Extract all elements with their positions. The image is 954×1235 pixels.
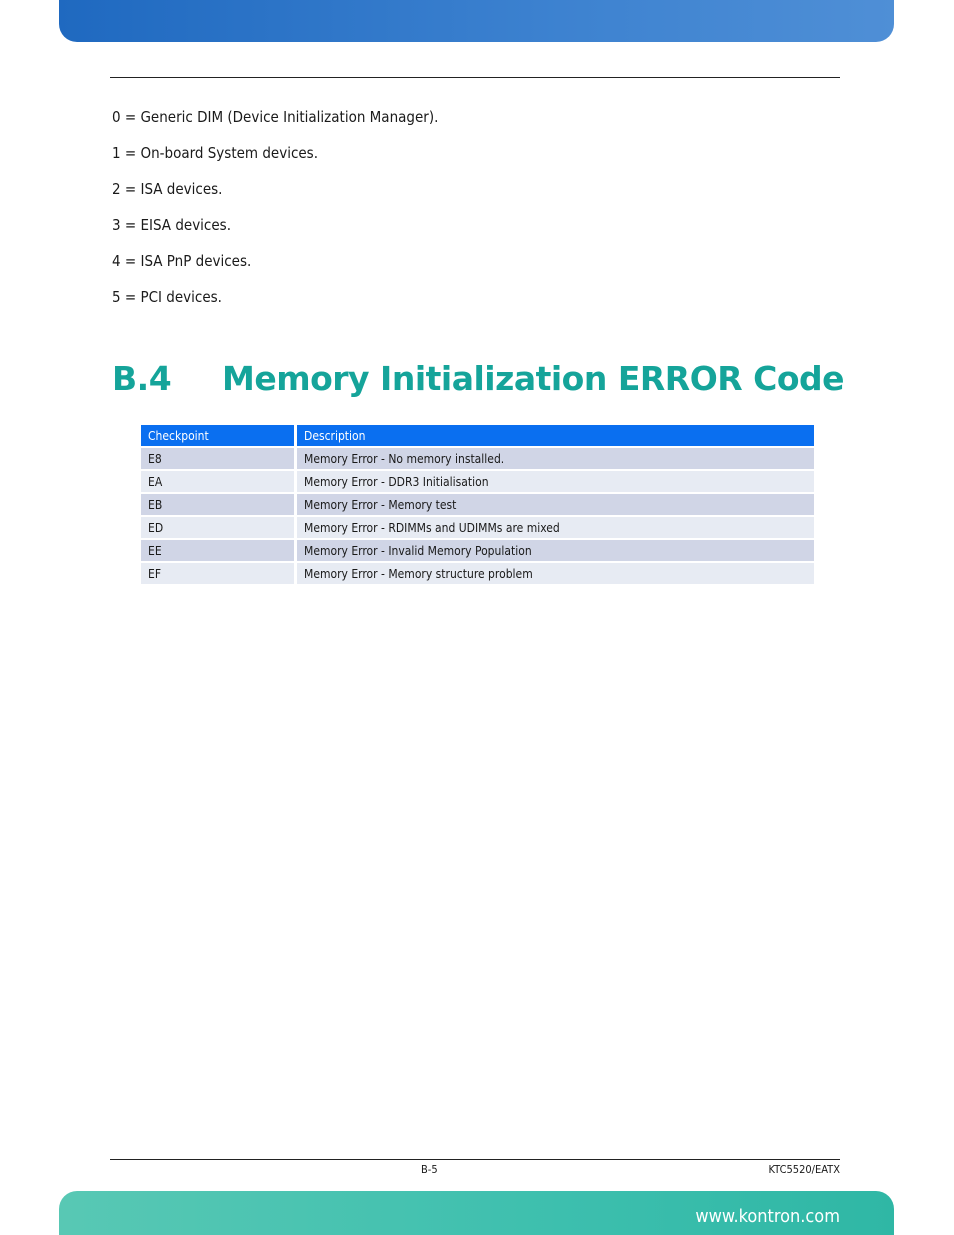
checkpoint-cell: E8 [141, 448, 297, 469]
header-band [59, 0, 894, 42]
table-row [141, 448, 814, 469]
section-title: Memory Initialization ERROR Code [222, 359, 845, 398]
checkpoint-cell: EB [141, 494, 297, 515]
table-row [141, 494, 814, 515]
table-row [141, 540, 814, 561]
checkpoint-cell: EE [141, 540, 297, 561]
list-item: 5 = PCI devices. [112, 288, 222, 306]
table-row [141, 563, 814, 584]
description-cell: Memory Error - RDIMMs and UDIMMs are mixed [297, 517, 814, 538]
description-cell: Memory Error - Invalid Memory Population [297, 540, 814, 561]
description-cell: Memory Error - Memory structure problem [297, 563, 814, 584]
description-cell: Memory Error - DDR3 Initialisation [297, 471, 814, 492]
section-heading [112, 357, 844, 401]
list-item: 2 = ISA devices. [112, 180, 223, 198]
list-item: 4 = ISA PnP devices. [112, 252, 252, 270]
bottom-divider [110, 1159, 840, 1160]
table-row [141, 517, 814, 538]
table-header-row [141, 425, 814, 446]
column-header-checkpoint: Checkpoint [141, 425, 297, 446]
section-number: B.4 [112, 359, 172, 398]
description-cell: Memory Error - Memory test [297, 494, 814, 515]
checkpoint-code-list [112, 106, 438, 322]
memory-error-table [141, 423, 814, 586]
page-number: B-5 [421, 1163, 438, 1176]
checkpoint-cell: EF [141, 563, 297, 584]
document-id: KTC5520/EATX [768, 1163, 840, 1176]
list-item: 1 = On-board System devices. [112, 144, 318, 162]
checkpoint-cell: ED [141, 517, 297, 538]
checkpoint-cell: EA [141, 471, 297, 492]
table-row [141, 471, 814, 492]
top-divider [110, 77, 840, 78]
list-item: 0 = Generic DIM (Device Initialization Manager). [112, 108, 439, 126]
list-item: 3 = EISA devices. [112, 216, 231, 234]
website-link[interactable]: www.kontron.com [695, 1206, 840, 1227]
description-cell: Memory Error - No memory installed. [297, 448, 814, 469]
column-header-description: Description [297, 425, 814, 446]
